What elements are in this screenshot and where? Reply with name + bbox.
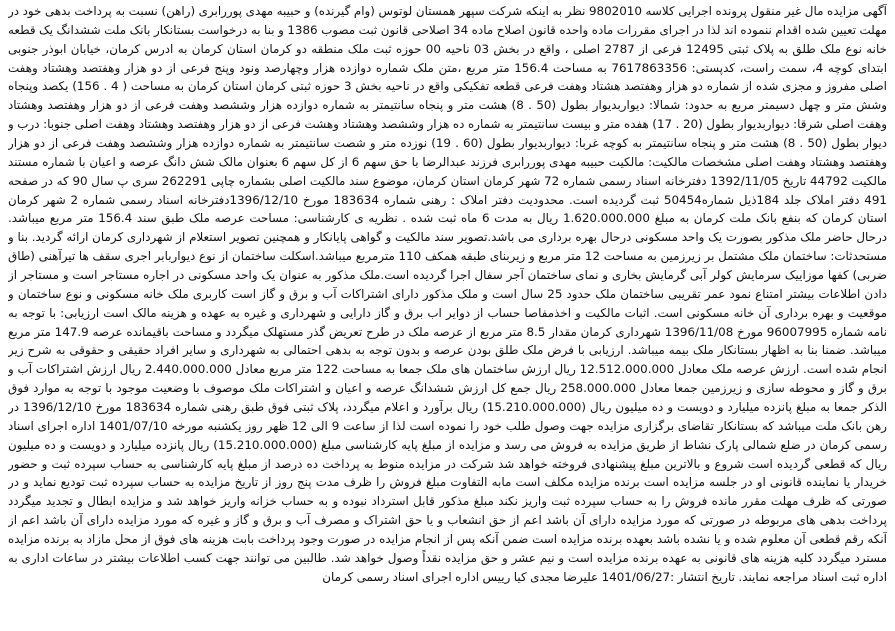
auction-notice-document [8, 2, 887, 629]
auction-notice-text: آگهی مزایده مال غیر منقول پرونده اجرایی کلاسه 9802010 نظر به اینکه شرکت سپهر همستان لوتوس (وام گیرنده) و حبیبه مهدی پوررابری (راهن) نسبت به پرداخت بدهی خود در مهلت تعیین شده اقدام ننموده اند لذا در اجرای مقررات ماده واحده قانون اصلاح ماده 34 اصلاحی قانون ثبت مصوب 1386 و بنا به درخواست بستانکار بانک ملت ششدانگ یک قطعه خانه نوع ملک طلق به پلاک ثبتی 12495 فرعی از 2787 اصلی ، واقع در بخش 03 ناحیه 00 حوزه ثبت ملک منطقه دو کرمان استان کرمان به ادرس کرمان، خیابان ابوذر جنوبی ابتدای کوچه 4، سمت راست، کدپستی: 7617863356 به مساحت 156.4 متر مربع ،متن ملک شماره دوازده هزار وچهارصد ونود وپنج فرعی از دو هزار وهفتصد وهشتاد وهفت اصلی مفروز و مجزی شده از شماره دو هزار وهفتصد هشتاد وهفت فرعی قطعه تفکیکی واقع در ناحیه بخش 3 حوزه ثبتی کرمان استان کرمان به مساحت ( 4 . 156) یکصد وپنجاه وشش متر و چهل دسیمتر مربع به حدود: شمالا: دیواربدیوار بطول (50 . 8) هشت متر و پنجاه سانتیمتر به شماره دوازده هزار وششصد وهفت فرعی از دو هزار وهفتصد وهشتاد وهفت اصلی شرقا: دیواربدیوار بطول (20 . 17) هفده متر و بیست سانتیمتر به شماره ده هزار وششصد وهشتاد وهشت فرعی از دو هزار وهفتصد وهشتاد وهفت اصلی جنوبا: درب و دیوار بطول (50 . 8) هشت متر و پنجاه سانتیمتر به کوچه غربا: دیواربدیوار بطول (60 . 19) نوزده متر و شصت سانتیمتر به شماره دوازده هزار وششصد وهفت فرعی از دو هزار وهفتصد وهشتاد وهفت اصلی مشخصات مالکیت: مالکیت حبیبه مهدی پوررابری فرزند عبدالرضا با حق سهم 6 از کل سهم 6 بعنوان مالک شش دانگ عرصه و اعیان با شماره مستند مالکیت 44792 تاریخ 1392/11/05 دفترخانه اسناد رسمی شماره 72 شهر کرمان استان کرمان، موضوع سند مالکیت اصلی بشماره چاپی 262291 سری پ سال 90 که در صفحه 491 دفتر املاک جلد 184ذیل شماره50454 ثبت گردیده است. محدودیت دفتر املاک : رهنی شماره 183634 مورخ 1396/12/10دفترخانه اسناد رسمی شماره 2 شهر کرمان استان کرمان که بنفع بانک ملت کرمان به مبلغ 1.620.000.000 ریال به مدت 6 ماه ثبت شده . نظریه ی کارشناسی: مساحت عرصه ملک طبق سند 156.4 متر مربع میباشد. درحال حاضر ملک مذکور بصورت یک واحد مسکونی درحال بهره برداری می باشد.تصویر سند مالکیت و گواهی پایانکار و همچنین تصویر استعلام از شهرداری کرمان ارائه گردید. بنا و مستحدثات: ساختمان ملک مشتمل بر زیرزمین به مساحت 12 متر مربع و زیربنای طبقه همکف 110 مترمربع میباشد.اسکلت ساختمان از نوع دیواربابر اجری سقف ها تیرآهنی (طاق ضربی) کفها موزاییک سرمایش کولر آبی گرمایش بخاری و نمای ساختمان آجر سفال اجرا گردیده است.ملک مذکور به عنوان یک واحد مسکونی در اجاره مستاجر است و مستاجر از دادن اطلاعات بیشتر امتناع نمود عمر تقریبی ساختمان ملک حدود 25 سال است و ملک مذکور دارای اشتراکات آب و برق و گاز است کاربری ملک خانه مسکونی و نوع ساختمان و موقعیت و بهره برداری آن خانه مسکونی است. اثبات مالکیت و اخذمفاصا حساب از دوایر اب برق و گاز دارایی و شهرداری و غیره به عهده و هزینه مالک است ارزیابی: با توجه به نامه شماره 96007995 مورخ 1396/11/08 شهرداری کرمان مقدار 8.5 متر مربع از عرصه ملک در طرح تعریض گذر مستهلک میگردد و مساحت باقیمانده عرصه 147.9 متر مربع میباشد. ضمنا بنا به اظهار بستانکار ملک بیمه میباشد. ارزیابی با فرض ملک طلق بودن عرصه و بدون توجه به بدهی احتمالی به شهرداری و سایر افراد حقیقی و حقوقی به شرح زیر انجام شده است. ارزش عرصه ملک معادل 12.512.000.000 ریال ارزش ساختمان های ملک جمعا به مساحت 122 متر مربع معادل 2.440.000.000 ریال ارزش اشتراکات آب و برق و گاز و محوطه سازی و زیرزمین جمعا معادل 258.000.000 ریال جمع کل ارزش ششدانگ عرصه و اعیان و اشتراکات ملک موصوف با وضعیت موجود با توجه به موارد فوق الذکر جمعا به مبلغ پانزده میلیارد و دویست و ده میلیون ریال (15.210.000.000) ریال برآورد و اعلام میگردد، پلاک ثبتی فوق طبق رهنی شماره 183634 مورخ 1396/12/10 در رهن بانک ملت میباشد که بستانکار تقاضای برگزاری مزایده جهت وصول طلب خود را نموده است لذا از ساعت 9 الی 12 ظهر روز یکشنبه مورخه 1401/07/10 اداره اجرای اسناد رسمی کرمان در ضلع شمالی پارک نشاط از طریق مزایده به فروش می رسد و مزایده از مبلغ پایه کارشناسی مبلغ (15.210.000.000) ریال پانزده میلیارد و دویست و ده میلیون ریال که قطعی گردیده است شروع و بالاترین مبلغ پیشنهادی فروخته خواهد شد شرکت در مزایده منوط به پرداخت ده درصد از مبلغ پایه کارشناسی به حساب سپرده ثبت و حضور خریدار یا نماینده قانونی او در جلسه مزایده است برنده مزایده مکلف است مابه التفاوت مبلغ فروش را ظرف مدت پنج روز از تاریخ مزایده به حساب سپرده ثبت تودیع نماید و در صورتی که ظرف مهلت مقرر مانده فروش را به حساب سپرده ثبت واریز نکند مبلغ مذکور قابل استرداد نبوده و به حساب خزانه واریز خواهد شد و مزایده ابطال و تجدید میگردد پرداخت بدهی های مربوطه در صورتی که مورد مزایده دارای آن باشد اعم از حق انشعاب و یا حق اشتراک و مصرف آب و برق و گاز و غیره که مورد مزایده دارای آن باشد اعم از آنکه رقم قطعی آن معلوم شده و یا نشده باشد بعهده برنده مزایده است ضمن آنکه پس از انجام مزایده در صورت وجود پرداخت بابت هزینه های فوق از محل مازاد به برنده مزایده مسترد میگردد کلیه هزینه های قانونی به عهده برنده مزایده است و نیم عشر و حق مزایده نقداً وصول خواهد شد. طالبین می توانند جهت کسب اطلاعات بیشتر در ساعات اداری به اداره ثبت اسناد مراجعه نمایند. تاریخ انتشار :1401/06/27 علیرضا مجدی کیا رییس اداره اجرای اسناد رسمی کرمان [8, 4, 887, 584]
